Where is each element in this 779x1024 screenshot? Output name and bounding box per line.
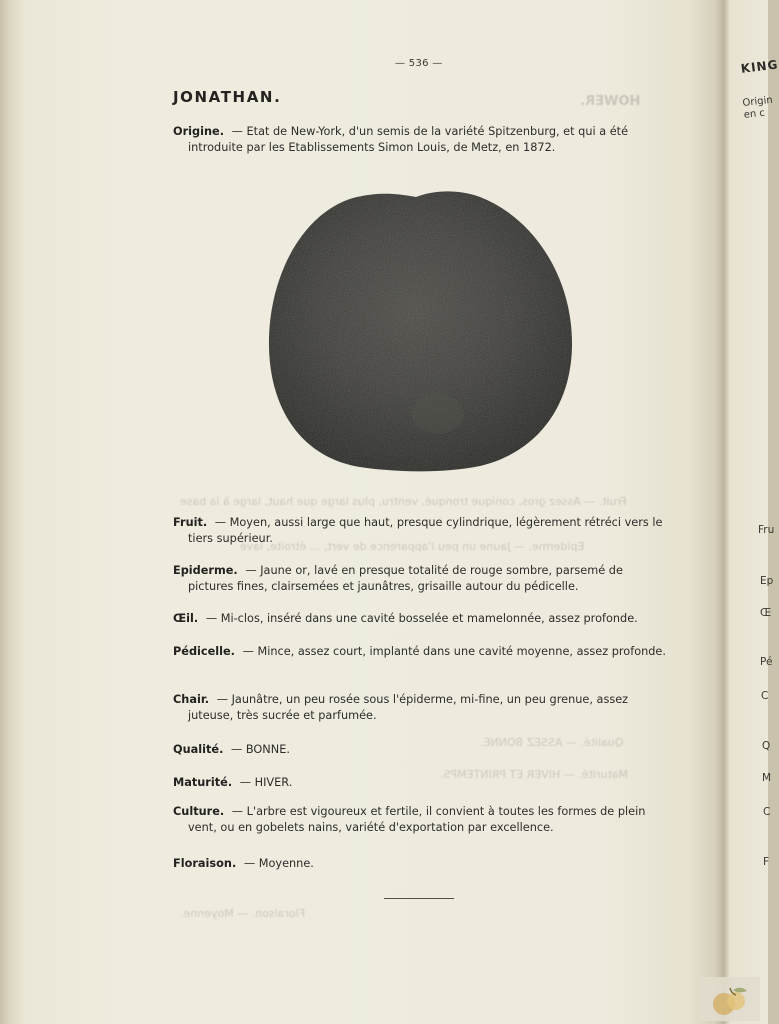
pedicelle-text: — Mince, assez court, implanté dans une cavité moyenne, assez profonde. [242, 645, 666, 658]
maturite-label: Maturité. [173, 776, 233, 789]
pedicelle-entry [173, 644, 670, 660]
next-page-fragment: Fru [758, 524, 775, 536]
show-through-line: Epiderme. — Jaune un peu l'apparence de vert, ... étroite, lavé [240, 540, 585, 553]
show-through-title: HOWER. [580, 94, 641, 109]
origin-entry [173, 124, 670, 156]
culture-entry [173, 804, 670, 836]
next-page-fragment: Pé [760, 656, 773, 668]
show-through-line: Floraison. — Moyenne. [180, 907, 306, 920]
next-page-title-fragment: KING [740, 57, 779, 76]
show-through-line: Qualité. — ASSEZ BONNE. [480, 736, 624, 749]
end-divider [384, 898, 454, 899]
chair-label: Chair. [173, 693, 210, 706]
floraison-text: — Moyenne. [243, 857, 314, 870]
qualite-label: Qualité. [173, 743, 224, 756]
next-page-fragment: Œ [760, 607, 772, 619]
maturite-entry [173, 775, 670, 791]
fruit-label: Fruit. [173, 516, 208, 529]
next-page-fragment: C [761, 690, 769, 702]
apple-photograph [258, 186, 574, 472]
next-page-origin-line: Origin [742, 94, 774, 109]
show-through-line: Fruit. — Assez gros, conique tronqué, ventru, plus large que haut, large à la base [180, 495, 627, 508]
chair-text: — Jaunâtre, un peu rosée sous l'épiderme, mi-fine, un peu grenue, assez juteuse, très sucrée et parfumée. [188, 693, 629, 722]
origin-label: Origine. [173, 125, 225, 138]
next-page-fragment: C [763, 806, 771, 818]
maturite-text: — HIVER. [239, 776, 293, 789]
culture-label: Culture. [173, 805, 225, 818]
origin-text: — Etat de New-York, d'un semis de la variété Spitzenburg, et qui a été introduite par les Etablissements Simon Louis, de Metz, en 1872. [188, 125, 629, 154]
floraison-label: Floraison. [173, 857, 237, 870]
next-page-fragment: Ep [760, 575, 774, 587]
pedicelle-label: Pédicelle. [173, 645, 235, 658]
qualite-entry [173, 742, 670, 758]
show-through-line: Maturité. — HIVER ET PRINTEMPS. [440, 768, 628, 781]
oeil-entry [173, 611, 670, 627]
epiderme-label: Epiderme. [173, 564, 238, 577]
floraison-entry [173, 856, 670, 872]
epiderme-entry [173, 563, 670, 595]
culture-text: — L'arbre est vigoureux et fertile, il convient à toutes les formes de plein vent, ou en gobelets nains, variété d'exportation par excellence. [188, 805, 646, 834]
epiderme-text: — Jaune or, lavé en presque totalité de rouge sombre, parsemé de pictures fines, clairsemées et jaunâtres, grisaille autour du pédicelle. [188, 564, 623, 593]
chair-entry [173, 692, 670, 724]
oeil-label: Œil. [173, 612, 199, 625]
corner-logo [700, 977, 760, 1021]
variety-title: JONATHAN. [173, 88, 282, 106]
fruit-text: — Moyen, aussi large que haut, presque cylindrique, légèrement rétréci vers le tiers supérieur. [188, 516, 663, 545]
next-page-origin-fragment [742, 95, 775, 122]
qualite-text: — BONNE. [230, 743, 290, 756]
next-page-edge [728, 0, 779, 1024]
next-page-fragment: F [763, 856, 770, 868]
fruit-entry [173, 515, 670, 547]
page-number: — 536 — [395, 58, 443, 69]
next-page-origin-line: en c [743, 107, 766, 121]
next-page-fragment: Q [762, 740, 771, 752]
next-page-fragment: M [762, 772, 772, 784]
oeil-text: — Mi-clos, inséré dans une cavité bosselée et mamelonnée, assez profonde. [205, 612, 638, 625]
left-page [10, 0, 724, 1024]
